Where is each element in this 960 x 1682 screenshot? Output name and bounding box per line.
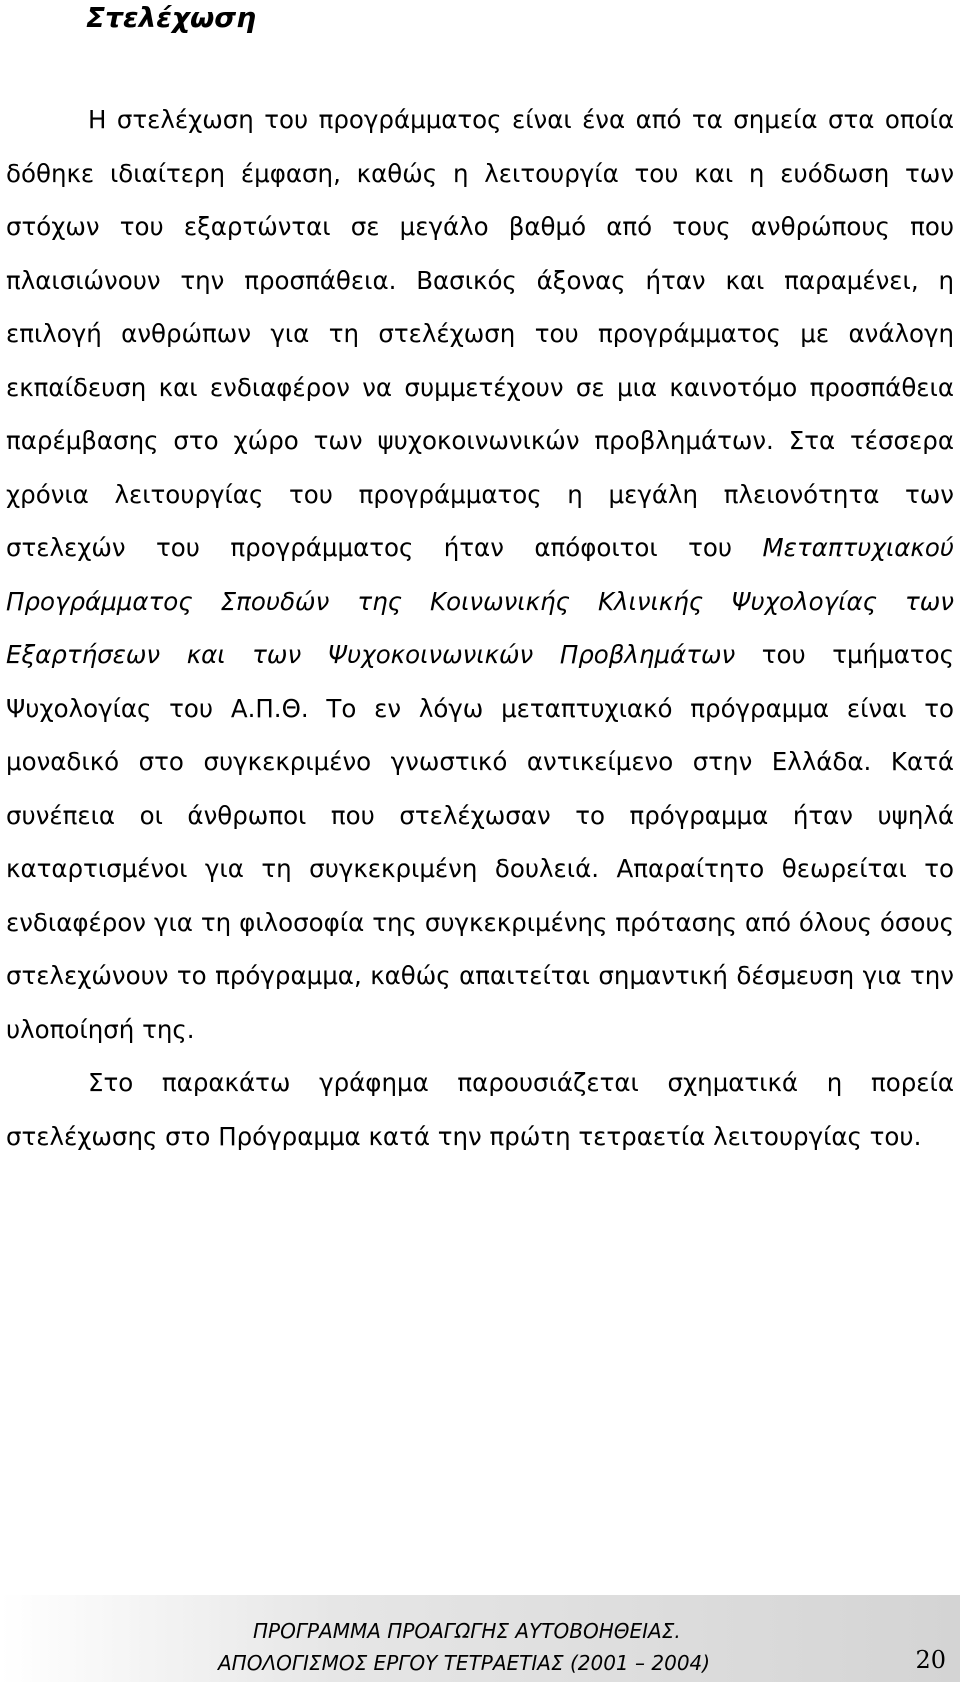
paragraph-1-text-a: Η στελέχωση του προγράμματος είναι ένα από τα σημεία στα οποία δόθηκε ιδιαίτερη έμφαση, καθώς η λειτουργία του και η ευόδωση των στόχων του εξαρτώνται σε μεγάλο βαθμό από τους ανθρώπους που πλαισιώνουν την προσπάθεια. Βασικός άξονας ήταν και παραμένει, η επιλογή ανθρώπων για τη στελέχωση του προγράμματος με ανάλογη εκπαίδευση και ενδιαφέρον να συμμετέχουν σε μια καινοτόμο προσπάθεια παρέμβασης στο χώρο των ψυχοκοινωνικών προβλημάτων. Στα τέσσερα χρόνια λειτουργίας του προγράμματος η μεγάλη πλειονότητα των στελεχών του προγράμματος ήταν απόφοιτοι του [6,105,954,562]
paragraph-1 [6,93,954,1056]
footer-line-1: ΠΡΟΓΡΑΜΜΑ ΠΡΟΑΓΩΓΗΣ ΑΥΤΟΒΟΗΘΕΙΑΣ. [253,1619,681,1643]
footer-line-2: ΑΠΟΛΟΓΙΣΜΟΣ ΕΡΓΟΥ ΤΕΤΡΑΕΤΙΑΣ (2001 – 2004) [218,1651,711,1675]
page-number: 20 [915,1646,946,1674]
paragraph-1-text-b: του τμήματος Ψυχολογίας του Α.Π.Θ. Το εν λόγω μεταπτυχιακό πρόγραμμα είναι το μοναδικό στο συγκεκριμένο γνωστικό αντικείμενο στην Ελλάδα. Κατά συνέπεια οι άνθρωποι που στελέχωσαν το πρόγραμμα ήταν υψηλά καταρτισμένοι για τη συγκεκριμένη δουλειά. Απαραίτητο θεωρείται το ενδιαφέρον για τη φιλοσοφία της συγκεκριμένης πρότασης από όλους όσους στελεχώνουν το πρόγραμμα, καθώς απαιτείται σημαντική δέσμευση για την υλοποίησή της. [6,640,954,1044]
body-text [6,93,954,1163]
page-footer [0,1595,960,1682]
paragraph-2: Στο παρακάτω γράφημα παρουσιάζεται σχηματικά η πορεία στελέχωσης στο Πρόγραμμα κατά την πρώτη τετραετία λειτουργίας του. [6,1068,954,1151]
section-heading: Στελέχωση [86,1,257,34]
paragraph-1-italic: Μεταπτυχιακού Προγράμματος Σπουδών της Κοινωνικής Κλινικής Ψυχολογίας των Εξαρτήσεων και των Ψυχοκοινωνικών Προβλημάτων [6,533,954,669]
